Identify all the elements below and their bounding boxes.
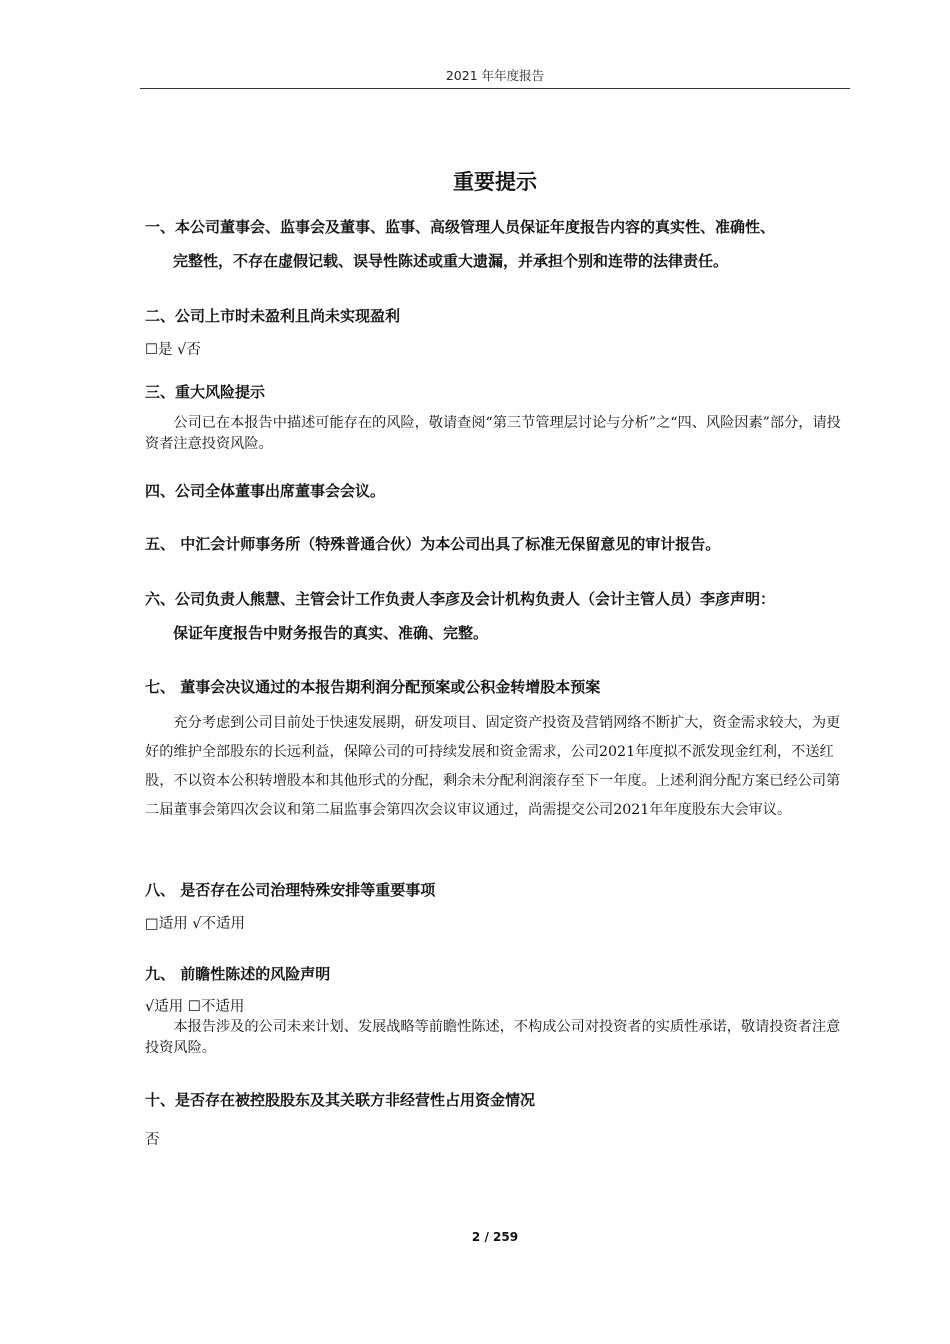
section-4-heading: 四、公司全体董事出席董事会会议。	[145, 482, 386, 500]
section-1-line-2: 完整性，不存在虚假记载、误导性陈述或重大遗漏，并承担个别和连带的法律责任。	[173, 252, 729, 270]
page-header: 2021 年年度报告	[445, 68, 545, 83]
section-7-body: 充分考虑到公司目前处于快速发展期，研发项目、固定资产投资及营销网络不断扩大，资金需求较大，为更好的维护全部股东的长远利益，保障公司的可持续发展和资金需求，公司2021年度拟不派发现金红利，不送红股，不以资本公积转增股本和其他形式的分配，剩余未分配利润滚存至下一年度。上述利润分配方案已经公司第二届董事会第四次会议和第二届监事会第四次会议审议通过，尚需提交公司2021年年度股东大会审议。	[145, 715, 841, 818]
section-10-heading: 十、是否存在被控股股东及其关联方非经营性占用资金情况	[145, 1091, 536, 1109]
header-divider	[140, 88, 850, 89]
section-6-line-2: 保证年度报告中财务报告的真实、准确、完整。	[173, 624, 489, 642]
section-9-options: √适用 ☐不适用	[145, 999, 245, 1015]
section-5-heading: 五、 中汇会计师事务所（特殊普通合伙）为本公司出具了标准无保留意见的审计报告。	[145, 535, 721, 553]
section-9-body: 本报告涉及的公司未来计划、发展战略等前瞻性陈述，不构成公司对投资者的实质性承诺，敬请投资者注意投资风险。	[145, 1019, 841, 1056]
section-8-options: □适用 √不适用	[145, 916, 246, 932]
section-3-heading: 三、重大风险提示	[145, 383, 266, 401]
section-10-answer: 否	[145, 1132, 160, 1148]
section-8-heading: 八、 是否存在公司治理特殊安排等重要事项	[145, 881, 436, 899]
page-number: 2 / 259	[471, 1230, 519, 1244]
section-1	[145, 210, 865, 278]
section-6	[145, 582, 865, 650]
section-9-heading: 九、 前瞻性陈述的风险声明	[145, 965, 331, 983]
section-2-heading: 二、公司上市时未盈利且尚未实现盈利	[145, 307, 401, 325]
section-3-body: 公司已在本报告中描述可能存在的风险，敬请查阅“第三节管理层讨论与分析”之“四、风险因素”部分，请投资者注意投资风险。	[145, 415, 841, 452]
section-1-line-1: 一、本公司董事会、监事会及董事、监事、高级管理人员保证年度报告内容的真实性、准确性、	[145, 218, 776, 236]
section-7-heading: 七、 董事会决议通过的本报告期利润分配预案或公积金转增股本预案	[145, 678, 601, 696]
section-2-options: ☐是 √否	[145, 342, 201, 358]
section-6-line-1: 六、公司负责人熊慧、主管会计工作负责人李彦及会计机构负责人（会计主管人员）李彦声明：	[145, 590, 776, 608]
page-title: 重要提示	[453, 170, 537, 194]
